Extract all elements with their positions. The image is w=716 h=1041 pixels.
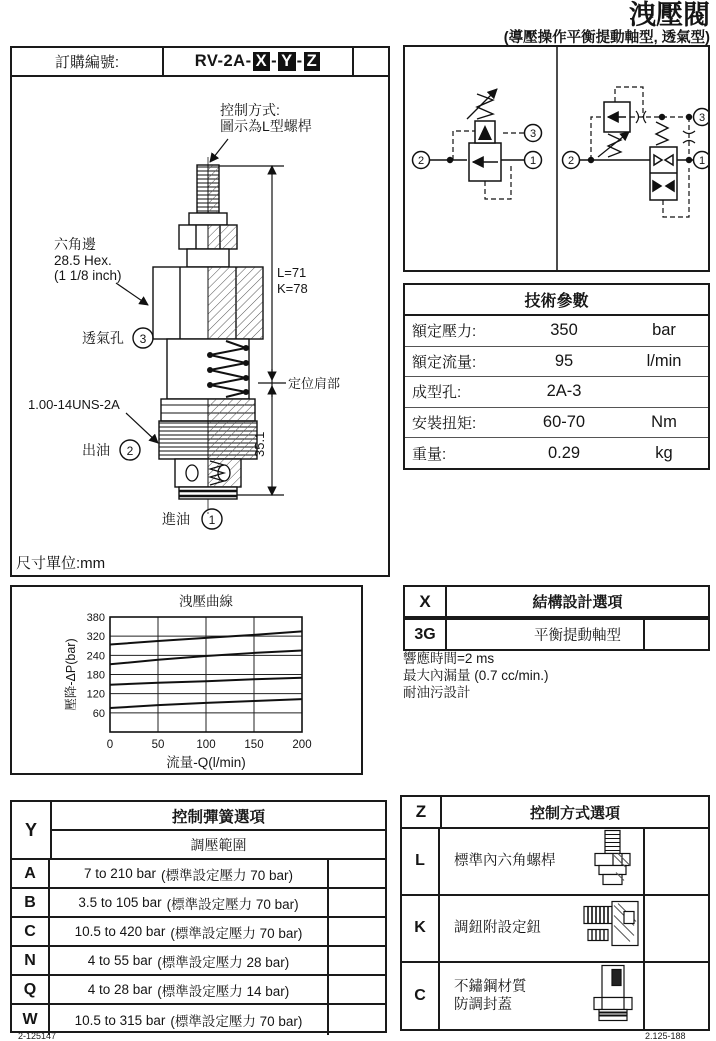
left-port-3: 3 — [529, 128, 537, 140]
title-block — [504, 0, 710, 46]
spring-option-note: (標準設定壓力 14 bar) — [157, 983, 290, 999]
order-code-z: Z — [304, 52, 321, 71]
spring-option-code: W — [12, 1005, 50, 1034]
right-port-1: 1 — [698, 155, 706, 167]
y-table-rows — [12, 860, 385, 1035]
relief-curve-chart-holder — [12, 587, 361, 778]
port-2-number: 2 — [126, 444, 134, 458]
spring-option-empty-cell — [327, 860, 385, 887]
spring-option-row — [12, 976, 385, 1005]
spring-option-empty-cell — [327, 1005, 385, 1034]
control-option-code: K — [402, 896, 440, 961]
control-option-label: 調鈕附設定鈕 — [454, 920, 541, 937]
footer-right-code: 2.125-188 — [645, 1031, 686, 1041]
control-option-row — [402, 896, 708, 963]
x-option-label: 平衡提動軸型 — [534, 628, 621, 644]
order-code-y: Y — [278, 52, 296, 71]
hex-label-line2: 28.5 Hex. — [54, 253, 112, 268]
spring-option-row — [12, 860, 385, 889]
valve-drawing-panel — [10, 75, 390, 577]
relief-curve-panel — [10, 585, 363, 775]
z-table-title: 控制方式選項 — [529, 804, 620, 822]
x-tick-label: 0 — [106, 739, 114, 751]
control-option-code: L — [402, 829, 440, 894]
order-number-label: 訂購編號: — [12, 48, 164, 75]
tech-param-row — [405, 438, 708, 469]
tech-param-value: 95 — [554, 351, 574, 370]
spring-option-desc — [50, 889, 327, 916]
x-table-notes — [403, 650, 710, 701]
tech-params-table — [403, 283, 710, 470]
tech-params-title: 技術參數 — [405, 285, 708, 316]
cross-hole-left — [186, 465, 198, 481]
relief-valve-symbol-simple — [413, 89, 542, 199]
spring-option-code: B — [12, 889, 50, 916]
relief-valve-symbol-detailed — [563, 87, 709, 217]
control-note-line1: 控制方式: — [220, 102, 280, 118]
y-tick-label: 60 — [92, 707, 105, 720]
x-tick-label: 200 — [292, 739, 312, 751]
spring-option-note: (標準設定壓力 70 bar) — [170, 1014, 303, 1030]
control-note-line2: 圖示為L型螺桿 — [220, 118, 312, 134]
tech-param-value: 0.29 — [547, 444, 581, 463]
y-tick-label: 240 — [86, 650, 105, 663]
spring-option-code: A — [12, 860, 50, 887]
page-title: 洩壓閥 — [629, 0, 710, 30]
control-option-label-2: 防調封蓋 — [454, 996, 512, 1013]
y-table-code: Y — [12, 802, 52, 858]
socket-screw-icon — [582, 829, 644, 894]
dim-label-shoulder: 定位肩部 — [288, 376, 341, 391]
left-port-1: 1 — [529, 155, 537, 167]
x-note-line: 耐油污設計 — [403, 685, 471, 700]
spring-option-desc — [50, 1005, 327, 1034]
relief-curve-chart — [12, 587, 361, 773]
y-tick-label: 320 — [86, 631, 105, 644]
spring-option-range: 4 to 28 bar — [87, 982, 153, 998]
spring-option-empty-cell — [327, 976, 385, 1003]
dim-label-l: L=71 — [277, 265, 307, 280]
right-port-2: 2 — [567, 155, 575, 167]
x-table-code: X — [405, 587, 447, 616]
tech-param-label: 成型孔: — [412, 384, 462, 402]
port-3-number: 3 — [139, 332, 147, 346]
spring-option-note: (標準設定壓力 70 bar) — [161, 867, 294, 883]
outlet-port-label: 出油 — [82, 442, 110, 458]
order-number-box — [10, 46, 390, 77]
spring-option-note: (標準設定壓力 70 bar) — [166, 896, 299, 912]
tech-param-unit: kg — [655, 444, 673, 463]
tech-param-value: 2A-3 — [546, 382, 582, 401]
spring-option-row — [12, 918, 385, 947]
spring-option-row — [12, 889, 385, 918]
control-option-label: 不鏽鋼材質 — [454, 978, 527, 995]
spring-option-range: 4 to 55 bar — [87, 953, 153, 969]
vent-port-label: 透氣孔 — [82, 330, 124, 346]
inlet-port-label: 進油 — [162, 511, 190, 527]
right-port-3: 3 — [698, 112, 706, 124]
tech-param-value: 350 — [550, 321, 578, 340]
hydraulic-schematic-panel — [403, 45, 710, 272]
spring-option-table — [10, 800, 387, 1033]
spring-option-range: 3.5 to 105 bar — [78, 895, 162, 911]
control-option-table — [400, 795, 710, 1031]
x-option-label-cell — [447, 620, 708, 649]
spring-option-row — [12, 947, 385, 976]
tech-param-row — [405, 347, 708, 378]
spring-option-code: C — [12, 918, 50, 945]
tech-param-unit: Nm — [651, 413, 677, 432]
hex-label-line1: 六角邊 — [54, 236, 96, 252]
tech-param-unit: l/min — [646, 351, 682, 370]
y-tick-label: 380 — [86, 612, 105, 624]
port-1-number: 1 — [208, 513, 216, 527]
y-axis-label: 壓降-ΔP(bar) — [64, 638, 78, 711]
spring-option-desc — [50, 918, 327, 945]
dim-label-35-1: 35.1 — [252, 431, 267, 457]
spring-option-row — [12, 1005, 385, 1034]
spring-option-range: 10.5 to 420 bar — [74, 924, 166, 940]
order-code-prefix: RV-2A- — [194, 52, 252, 70]
hex-label-line3: (1 1/8 inch) — [54, 268, 122, 283]
spring-option-desc — [50, 947, 327, 974]
valve-cross-section-drawing — [12, 77, 388, 575]
spring-option-range: 10.5 to 315 bar — [74, 1012, 166, 1028]
control-option-row — [402, 963, 708, 1030]
control-option-body — [440, 829, 708, 894]
hydraulic-schematics — [405, 47, 708, 270]
y-tick-label: 180 — [86, 669, 105, 682]
spring-option-note: (標準設定壓力 28 bar) — [157, 954, 290, 970]
order-code: RV-2A- X - Y - Z — [164, 48, 354, 75]
tech-param-label: 重量: — [412, 446, 447, 464]
spring-option-range: 7 to 210 bar — [83, 866, 157, 882]
order-empty-cell — [354, 48, 388, 75]
y-table-title: 控制彈簧選項 — [52, 802, 385, 831]
control-option-body — [440, 896, 708, 961]
chart-title: 洩壓曲線 — [179, 594, 233, 609]
tech-param-label: 額定流量: — [412, 353, 477, 371]
dim-label-k: K=78 — [277, 281, 308, 296]
x-table-title: 結構設計選項 — [532, 594, 623, 611]
x-tick-label: 150 — [244, 739, 264, 751]
tech-param-unit: bar — [652, 321, 676, 340]
cap-icon — [582, 963, 644, 1028]
control-option-body — [440, 963, 708, 1030]
tech-param-value: 60-70 — [542, 413, 586, 432]
left-port-2: 2 — [417, 155, 425, 167]
x-option-divider — [643, 620, 645, 649]
order-code-x: X — [253, 52, 271, 71]
knob-icon — [582, 900, 644, 957]
control-option-label: 標準內六角螺桿 — [454, 853, 556, 870]
tech-param-row — [405, 377, 708, 408]
tech-param-label: 額定壓力: — [412, 323, 477, 341]
spring-option-empty-cell — [327, 947, 385, 974]
tech-param-row — [405, 408, 708, 439]
thread-spec-label: 1.00-14UNS-2A — [28, 397, 120, 412]
z-table-code: Z — [402, 797, 442, 827]
spring-option-desc — [50, 976, 327, 1003]
tech-param-row — [405, 316, 708, 347]
x-tick-label: 100 — [196, 739, 216, 751]
control-option-code: C — [402, 963, 440, 1030]
x-note-line: 最大內漏量 (0.7 cc/min.) — [403, 668, 549, 683]
x-option-code: 3G — [405, 620, 447, 649]
spring-option-empty-cell — [327, 889, 385, 916]
footer-left-code: 2-125147 — [18, 1031, 57, 1041]
x-note-line: 響應時間=2 ms — [403, 651, 495, 666]
dimension-unit-note: 尺寸單位:mm — [16, 555, 106, 572]
y-table-subtitle: 調壓範圍 — [190, 836, 247, 853]
tech-params-rows — [405, 316, 708, 469]
spring-option-code: Q — [12, 976, 50, 1003]
x-axis-label: 流量-Q(l/min) — [166, 755, 246, 770]
spring-option-note: (標準設定壓力 70 bar) — [170, 925, 303, 941]
z-table-rows — [402, 829, 708, 1029]
spring-option-empty-cell — [327, 918, 385, 945]
control-option-row — [402, 829, 708, 896]
spring-option-desc — [50, 860, 327, 887]
x-tick-label: 50 — [151, 739, 165, 751]
spring-option-code: N — [12, 947, 50, 974]
page-subtitle: (導壓操作平衡提動軸型, 透氣型) — [503, 30, 710, 46]
structure-option-table — [403, 585, 710, 651]
tech-param-label: 安裝扭矩: — [412, 415, 477, 433]
y-tick-label: 120 — [86, 688, 105, 701]
